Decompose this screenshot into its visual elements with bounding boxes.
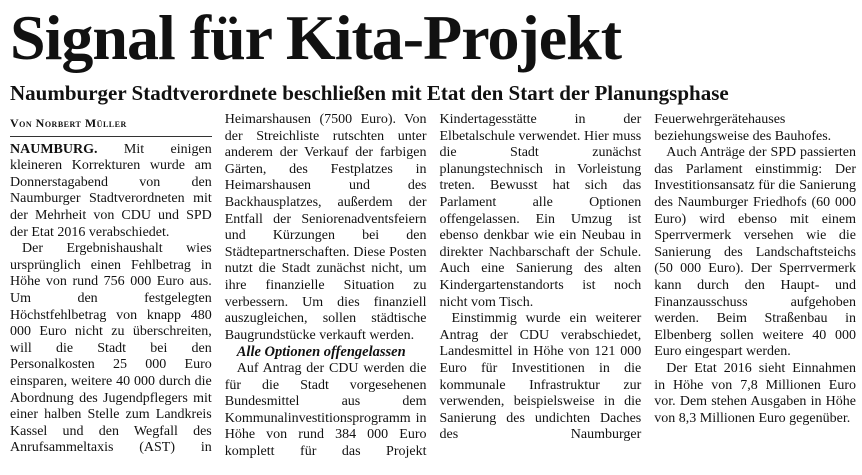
- article-body: [10, 112, 856, 472]
- article-text-flow: [10, 112, 856, 472]
- section-subtitle: Alle Optionen offengelassen: [236, 344, 406, 361]
- paragraph-etat: Der Etat 2016 sieht Einnahmen in Höhe von 7,8 Millionen Euro vor. Dem stehen Ausgaben in Höhe von 8,3 Millionen Euro gegenüber.: [654, 360, 856, 426]
- byline: Von Norbert Müller: [10, 115, 212, 137]
- paragraph-lead: [10, 142, 212, 242]
- paragraph-landesmittel: Einstimmig wurde ein weiterer Antrag der CDU verabschiedet, Landesmittel in Höhe von 121 000 Euro für Investitionen in die kommunale Infrastruktur zur verwenden, beispielsweise in die Sanierung des undichten Daches des Naumburger Feuerwehrgerätehauses beziehungsweise des Bauhofes.: [439, 112, 832, 443]
- paragraph-kita: Auf Antrag der CDU werden die für die Stadt vorgesehenen Bundesmittel aus dem Kommunalinvestitionsprogramm in Höhe von rund 384 000 Euro komplett für das Projekt Kindertagesstätte in der Elbetalschule verwendet. Hier muss die Stadt zunächst planungstechnisch in Vorleistung treten. Bewusst hat sich das Parlament alle Optionen offengelassen. Ein Umzug ist ebenso denkbar wie ein Neubau in direkter Nachbarschaft der Schule. Auch eine Sanierung des alten Kindergartenstandorts ist noch nicht vom Tisch.: [224, 112, 642, 459]
- dateline: NAUMBURG.: [10, 141, 98, 157]
- paragraph-lead-text: Mit einigen kleineren Korrekturen wurde am Donnerstagabend von den Naumburger Stadtverordneten mit der Mehrheit von CDU und SPD der Etat 2016 verabschiedet.: [10, 141, 212, 240]
- paragraph-budget: Der Ergebnishaushalt wies ursprünglich einen Fehlbetrag in Höhe von rund 756 000 Euro aus. Um den festgelegten Höchstfehlbetrag von knapp 480 000 Euro nicht zu überschreiten, will die Stadt bei den Personalkosten 25 000 Euro einsparen, weitere 40 000 durch die Abordnung des Jugendpflegers mit einer halben Stelle zum Landkreis Kassel und den Wegfall des Anrufsammeltaxis (AST) in Heimarshausen (7500 Euro). Von der Streichliste rutschten unter anderem der Verkauf der farbigen Gärten, des Festplatzes in Heimarshausen und des Backhausplatzes, außerdem der Entfall der Seniorenadventsfeiern und Kürzungen bei den Städtepartnerschaften. Diese Posten nutzt die Stadt zunächst nicht, um ihre finanzielle Situation zu verbessern. Um dies finanziell auszugleichen, sollen städtische Baugrundstücke verkauft werden.: [10, 112, 427, 456]
- article-subheadline: Naumburger Stadtverordnete beschließen mit Etat den Start der Planungsphase: [10, 81, 729, 105]
- paragraph-spd: Auch Anträge der SPD passierten das Parlament einstimmig: Der Investitionsansatz für die Sanierung des Naumburger Friedhofs (60 000 Euro) wird ebenso mit einem Sperrvermerk versehen wie die Sanierung des Landschaftsteichs (50 000 Euro). Der Sperrvermerk kann durch den Haupt- und Finanzausschuss aufgehoben werden. Beim Straßenbau in Elbenberg sollen weitere 40 000 Euro eingespart werden.: [654, 145, 856, 360]
- article-headline: Signal für Kita-Projekt: [10, 2, 622, 73]
